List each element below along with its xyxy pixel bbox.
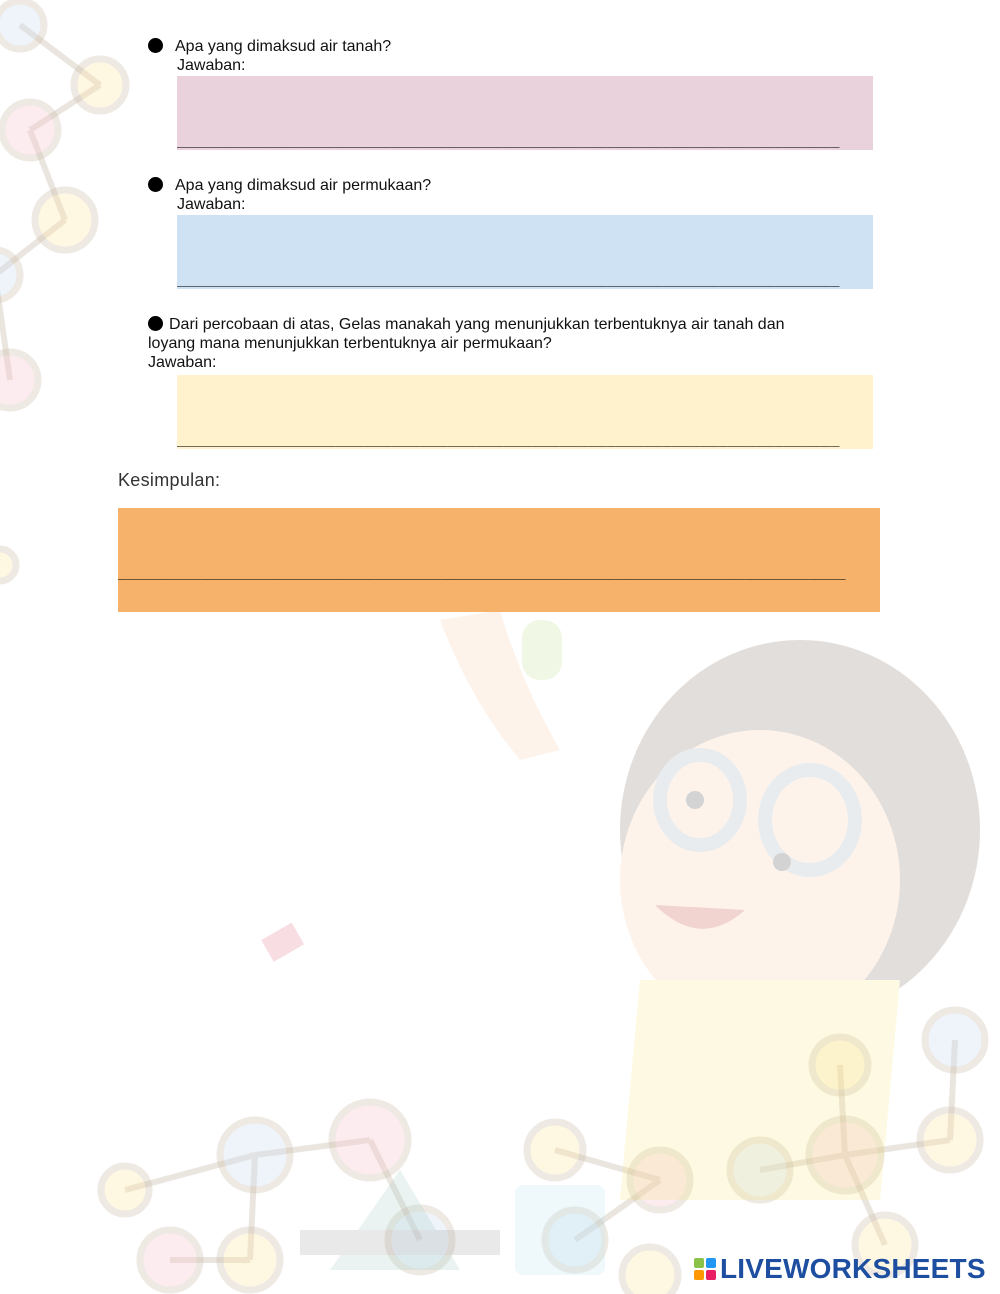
brand-name: LIVEWORKSHEETS — [720, 1253, 986, 1284]
question-3-text-line1: Dari percobaan di atas, Gelas manakah yang menunjukkan terbentuknya air tanah dan — [169, 316, 785, 333]
bullet-icon — [148, 316, 163, 331]
question-3-text-line2: loyang mana menunjukkan terbentuknya air permukaan? — [148, 335, 552, 352]
liveworksheets-logo — [694, 1252, 986, 1286]
answer-line: _______________________________________________________________________ — [177, 130, 840, 148]
question-1 — [148, 37, 391, 75]
logo-tiles-icon — [694, 1258, 716, 1280]
conclusion-label: Kesimpulan: — [118, 470, 221, 490]
answer-line: _______________________________________________________________________ — [177, 269, 840, 287]
conclusion-line: _______________________________________________________________________________ — [118, 562, 846, 580]
answer-label: Jawaban: — [177, 196, 246, 213]
conclusion-field[interactable] — [118, 508, 880, 612]
answer-field-2[interactable] — [177, 215, 873, 289]
bullet-icon — [148, 177, 163, 192]
bullet-icon — [148, 38, 163, 53]
question-2 — [148, 176, 431, 214]
question-2-text: Apa yang dimaksud air permukaan? — [175, 177, 432, 194]
answer-line: _______________________________________________________________________ — [177, 429, 840, 447]
answer-field-1[interactable] — [177, 76, 873, 150]
answer-label: Jawaban: — [148, 354, 217, 371]
answer-label: Jawaban: — [177, 57, 246, 74]
question-3 — [148, 315, 868, 372]
question-1-text: Apa yang dimaksud air tanah? — [175, 38, 392, 55]
answer-field-3[interactable] — [177, 375, 873, 449]
